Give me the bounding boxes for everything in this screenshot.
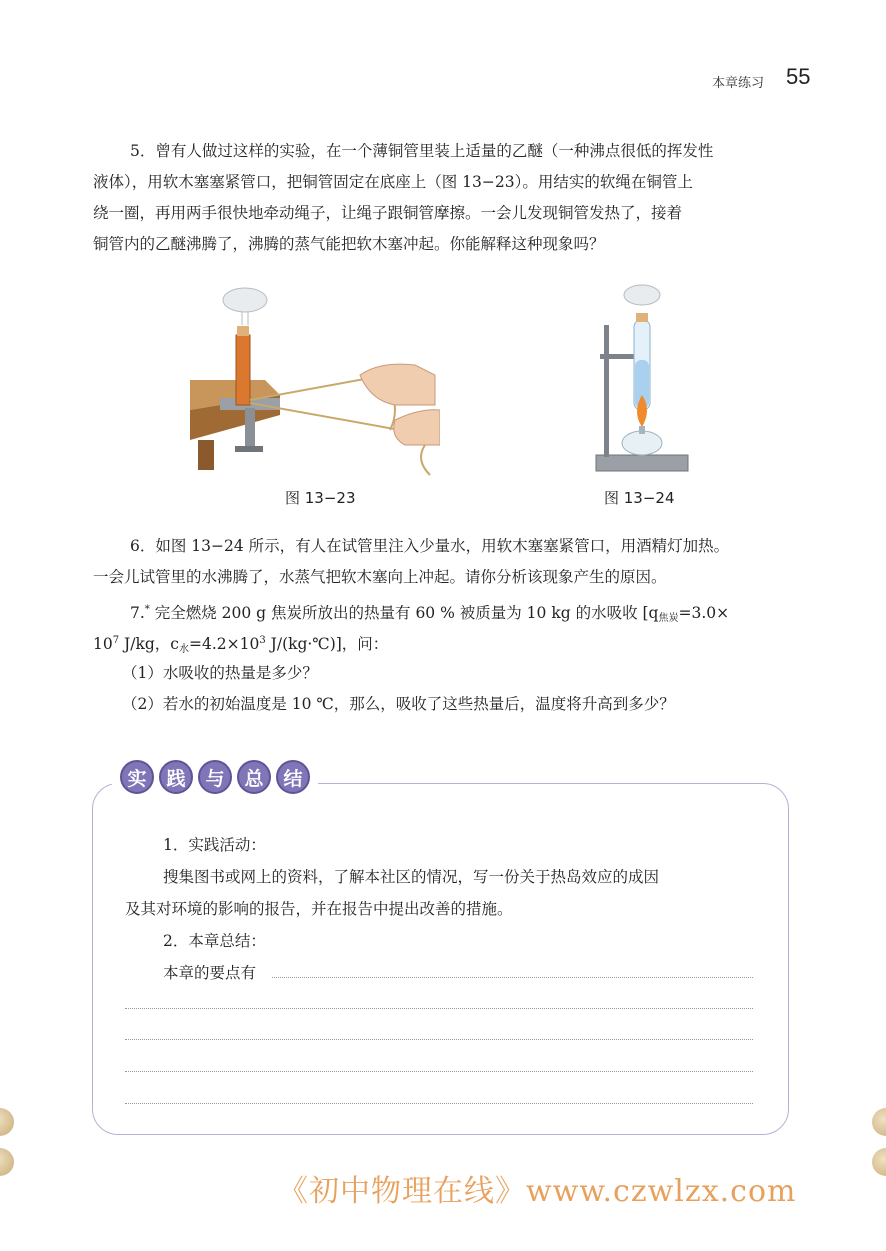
q7-subquestion-2: （2）若水的初始温度是 10 ℃，那么，吸收了这些热量后，温度将升高到多少？ bbox=[122, 695, 675, 713]
q6-line-2: 一会儿试管里的水沸腾了，水蒸气把软木塞向上冲起。请你分析该现象产生的原因。 bbox=[93, 568, 667, 586]
page-number: 55 bbox=[786, 64, 811, 89]
test-tube-steam bbox=[624, 285, 660, 305]
figure-13-24-test-tube bbox=[590, 280, 700, 480]
clamp-screw bbox=[245, 408, 255, 448]
chapter-section-label: 本章练习 bbox=[712, 76, 765, 91]
q7-subquestion-1: （1）水吸收的热量是多少？ bbox=[122, 664, 318, 682]
steam-cloud bbox=[223, 288, 267, 312]
q5-line-2: 液体），用软木塞塞紧管口，把铜管固定在底座上（图 13−23）。用结实的软绳在铜管上 bbox=[93, 173, 693, 191]
alcohol-lamp bbox=[622, 431, 662, 455]
decorative-circle bbox=[0, 1148, 14, 1176]
summary-title-char: 总 bbox=[237, 760, 271, 794]
q7-line-2: $10^7$ J/kg，$c_水=4.2\times 10^3$ J/(kg·℃)]，问： bbox=[93, 635, 389, 655]
summary-item-1-line-1: 搜集图书或网上的资料，了解本社区的情况，写一份关于热岛效应的成因 bbox=[163, 868, 660, 886]
table-leg bbox=[198, 440, 214, 470]
answer-line[interactable] bbox=[125, 1071, 753, 1072]
q5-line-1: 5．曾有人做过这样的实验，在一个薄铜管里装上适量的乙醚（一种沸点很低的挥发性 bbox=[130, 142, 714, 160]
clamp-handle bbox=[235, 446, 263, 452]
summary-title-char: 结 bbox=[276, 760, 310, 794]
decorative-circle bbox=[0, 1108, 14, 1136]
copper-tube bbox=[236, 335, 250, 405]
stand-base bbox=[596, 455, 688, 471]
summary-title bbox=[112, 760, 318, 794]
answer-line[interactable] bbox=[125, 1039, 753, 1040]
summary-title-char: 与 bbox=[198, 760, 232, 794]
summary-item-1-line-2: 及其对环境的影响的报告，并在报告中提出改善的措施。 bbox=[125, 900, 513, 918]
cork-stopper bbox=[237, 326, 249, 336]
stand-rod bbox=[604, 325, 609, 457]
answer-line[interactable] bbox=[125, 1103, 753, 1104]
summary-title-char: 践 bbox=[159, 760, 193, 794]
decorative-circle bbox=[872, 1108, 886, 1136]
figure-13-24-caption: 图 13−24 bbox=[604, 489, 675, 507]
summary-item-1-label: 1．实践活动： bbox=[163, 836, 266, 854]
summary-item-2-prompt: 本章的要点有 bbox=[163, 964, 257, 982]
test-tube-cork bbox=[636, 313, 648, 322]
q5-line-3: 绕一圈，再用两手很快地牵动绳子，让绳子跟铜管摩擦。一会儿发现铜管发热了，接着 bbox=[93, 204, 683, 222]
watermark-text: 《初中物理在线》www.czwlzx.com bbox=[278, 1174, 797, 1209]
q6-line-1: 6．如图 13−24 所示，有人在试管里注入少量水，用软木塞塞紧管口，用酒精灯加热。 bbox=[130, 537, 730, 555]
summary-title-char: 实 bbox=[120, 760, 154, 794]
q7-line-1: 7.* 完全燃烧 200 g 焦炭所放出的热量有 60 % 被质量为 10 kg 的水吸收 [$q_{焦炭}=3.0\times$ bbox=[130, 604, 730, 624]
q5-line-4: 铜管内的乙醚沸腾了，沸腾的蒸气能把软木塞冲起。你能解释这种现象吗？ bbox=[93, 235, 605, 253]
decorative-circle bbox=[872, 1148, 886, 1176]
answer-line[interactable] bbox=[125, 1008, 753, 1009]
hand-lower bbox=[394, 410, 440, 445]
summary-item-2-label: 2．本章总结： bbox=[163, 932, 266, 950]
figure-13-23-copper-tube bbox=[190, 280, 440, 480]
hand-upper bbox=[360, 364, 435, 405]
figure-13-23-caption: 图 13−23 bbox=[285, 489, 356, 507]
answer-line[interactable] bbox=[272, 977, 753, 978]
